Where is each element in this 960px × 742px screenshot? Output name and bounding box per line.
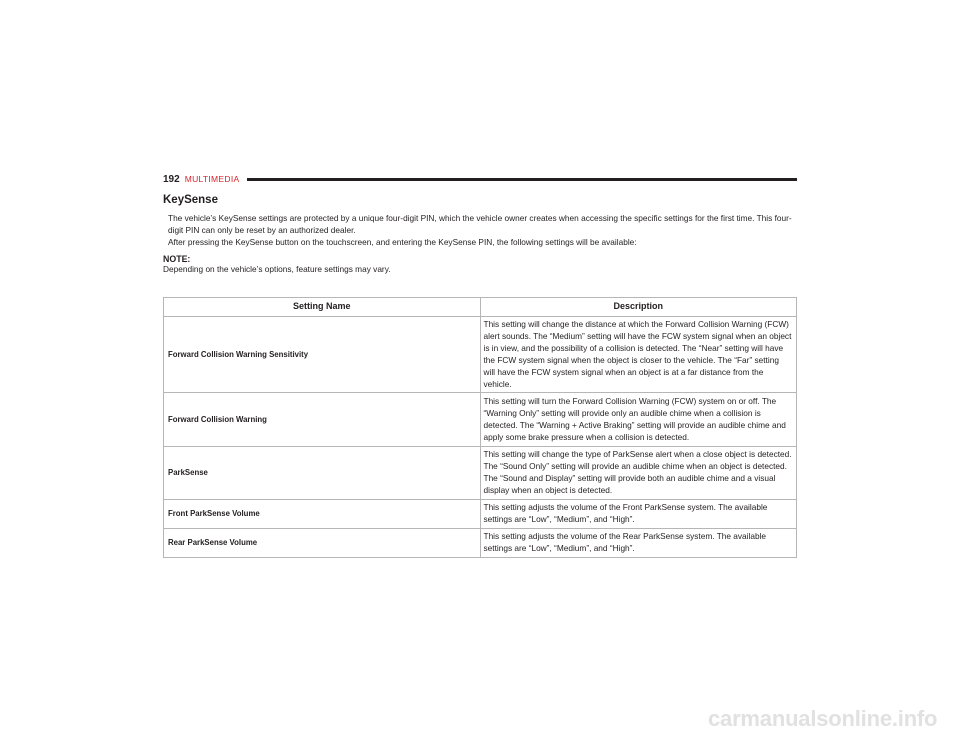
page-header [163,172,797,186]
column-header-setting-name: Setting Name [164,298,481,317]
table-row [164,447,797,500]
section-heading: KeySense [163,194,218,206]
setting-name: Forward Collision Warning Sensitivity [164,317,481,393]
instructions-paragraph: After pressing the KeySense button on the touchscreen, and entering the KeySense PIN, the following settings will be available: [168,237,637,247]
page-number: 192 [163,173,180,185]
site-watermark: carmanualsonline.info [708,706,938,731]
header-rule [247,178,797,181]
note-text: Depending on the vehicle’s options, feature settings may vary. [163,264,391,274]
note-label: NOTE: [163,254,191,264]
setting-name: Front ParkSense Volume [164,500,481,529]
table-row [164,393,797,447]
setting-name: Forward Collision Warning [164,393,481,447]
intro-paragraph: The vehicle’s KeySense settings are protected by a unique four-digit PIN, which the vehicle owner creates when accessing the specific settings for the first time. This four-digit PIN can only be reset by an authorized dealer. [168,213,792,235]
table-header-row [164,298,797,317]
setting-name: ParkSense [164,447,481,500]
section-title: MULTIMEDIA [184,174,240,184]
setting-description: This setting will change the distance at which the Forward Collision Warning (FCW) alert sounds. The “Medium” setting will have the FCW system signal when an object is in view, and the possibility of a collision is detected. The “Near” setting will have the FCW system signal when the object is closer to the vehicle. The “Far” setting will have the FCW system signal when an object is at a far distance from the vehicle. [480,317,797,393]
setting-description: This setting adjusts the volume of the Rear ParkSense system. The available settings are “Low”, “Medium”, and “High”. [480,528,797,557]
settings-table [163,297,797,558]
column-header-description: Description [480,298,797,317]
setting-name: Rear ParkSense Volume [164,528,481,557]
setting-description: This setting adjusts the volume of the Front ParkSense system. The available settings are “Low”, “Medium”, and “High”. [480,500,797,529]
setting-description: This setting will turn the Forward Collision Warning (FCW) system on or off. The “Warning Only” setting will provide only an audible chime when a collision is detected. The “Warning + Active Braking” setting will provide an audible chime and apply some brake pressure when a collision is detected. [480,393,797,447]
table-row [164,500,797,529]
table-row [164,317,797,393]
setting-description: This setting will change the type of ParkSense alert when a close object is detected. The “Sound Only” setting will provide an audible chime when an object is detected. The “Sound and Display” setting will provide both an audible chime and a visual display when an object is detected. [480,447,797,500]
table-row [164,528,797,557]
